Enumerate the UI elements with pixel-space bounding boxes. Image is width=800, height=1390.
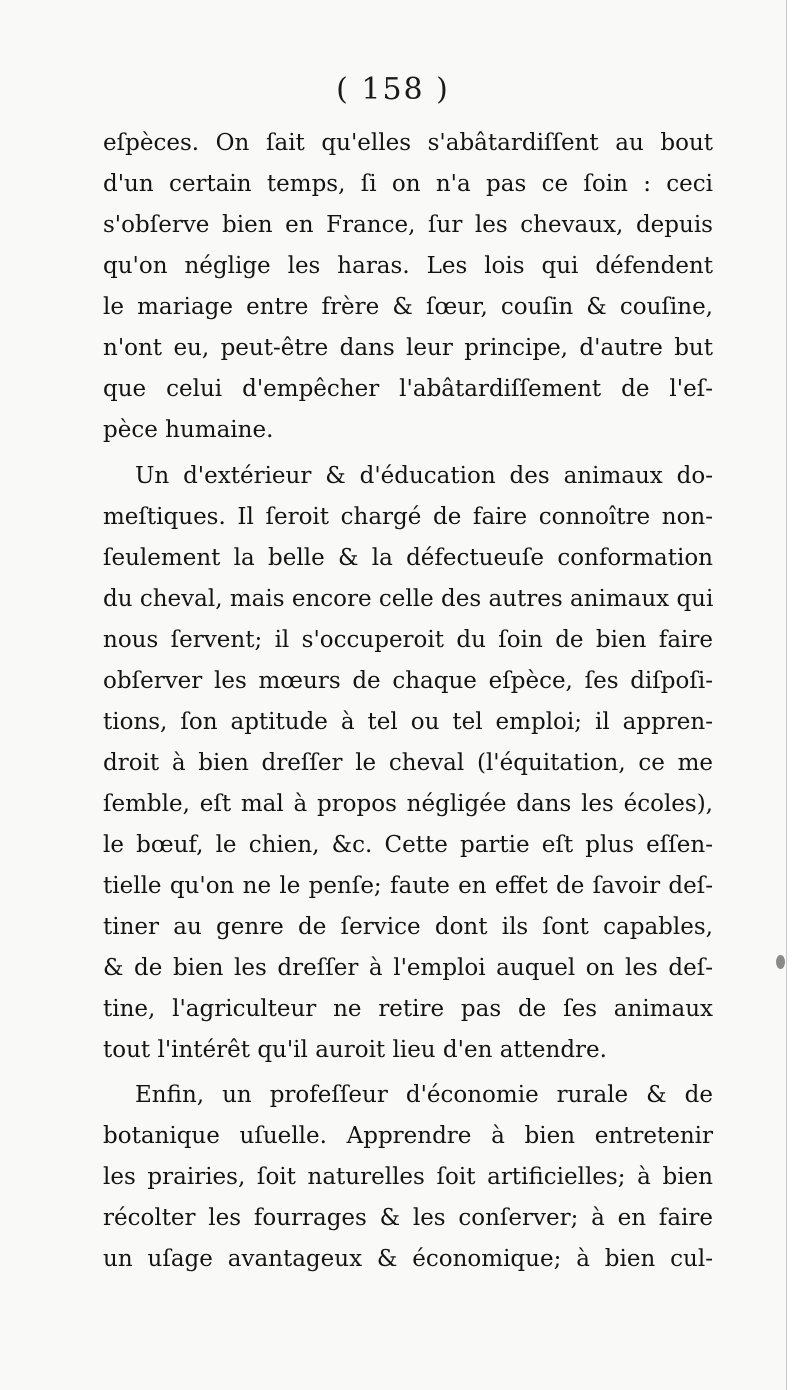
text-line: botanique uſuelle. Apprendre à bien entretenir — [103, 1123, 713, 1149]
text-line: que celui d'empêcher l'abâtardiſſement de l'eſ- — [103, 376, 713, 402]
text-line: obſerver les mœurs de chaque eſpèce, ſes diſpoſi- — [103, 668, 713, 694]
text-line: & de bien les dreſſer à l'emploi auquel on les deſ- — [103, 955, 713, 981]
text-line: meſtiques. Il ſeroit chargé de faire connoître non- — [103, 504, 713, 530]
text-line: un uſage avantageux & économique; à bien cul- — [103, 1246, 713, 1272]
text-line: nous ſervent; il s'occuperoit du ſoin de bien faire — [103, 627, 713, 653]
text-line: du cheval, mais encore celle des autres animaux qui — [103, 586, 714, 612]
text-line: tout l'intérêt qu'il auroit lieu d'en attendre. — [103, 1037, 607, 1063]
text-line: ſeulement la belle & la défectueuſe conformation — [103, 545, 713, 571]
text-line: ſemble, eſt mal à propos négligée dans les écoles), — [103, 791, 713, 817]
text-line: tiner au genre de ſervice dont ils ſont capables, — [103, 914, 713, 940]
paragraph-start: Enfin, un profeſſeur d'économie rurale & de — [135, 1082, 713, 1108]
text-line: les prairies, ſoit naturelles ſoit artificielles; à bien — [103, 1164, 713, 1190]
text-line: n'ont eu, peut-être dans leur principe, d'autre but — [103, 335, 713, 361]
text-line: droit à bien dreſſer le cheval (l'équitation, ce me — [103, 750, 713, 776]
text-line: tions, ſon aptitude à tel ou tel emploi; il appren- — [103, 709, 713, 735]
text-line: eſpèces. On ſait qu'elles s'abâtardiſſent au bout — [103, 130, 713, 156]
text-line: le bœuf, le chien, &c. Cette partie eſt plus eſſen- — [103, 832, 713, 858]
text-line: s'obſerve bien en France, ſur les chevaux, depuis — [103, 212, 713, 238]
text-line: pèce humaine. — [103, 417, 274, 443]
page-number: ( 158 ) — [336, 72, 450, 107]
text-line: récolter les fourrages & les conſerver; à en faire — [103, 1205, 713, 1231]
binding-mark — [776, 955, 785, 969]
text-line: tielle qu'on ne le penſe; faute en effet de ſavoir deſ- — [103, 873, 713, 899]
text-line: d'un certain temps, ſi on n'a pas ce ſoin : ceci — [103, 171, 713, 197]
paragraph-start: Un d'extérieur & d'éducation des animaux do- — [135, 463, 713, 489]
text-line: qu'on néglige les haras. Les lois qui défendent — [103, 253, 713, 279]
text-line: tine, l'agriculteur ne retire pas de ſes animaux — [103, 996, 713, 1022]
text-line: le mariage entre frère & ſœur, couſin & couſine, — [103, 294, 713, 320]
